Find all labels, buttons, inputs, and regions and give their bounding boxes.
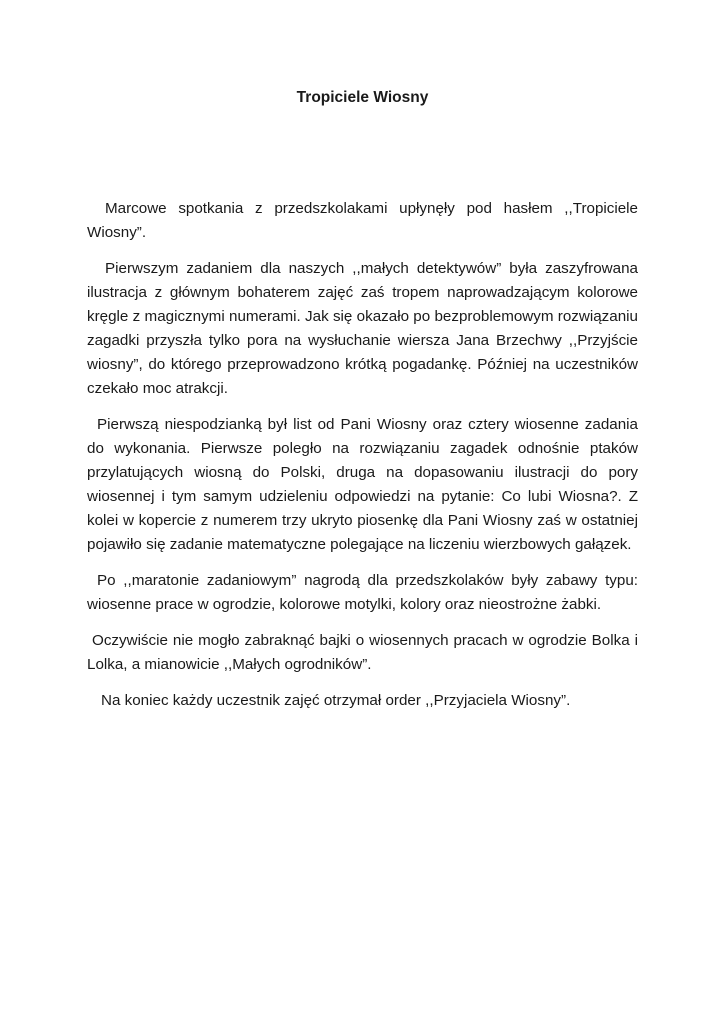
document-title: Tropiciele Wiosny xyxy=(296,89,429,106)
paragraph-intro: Marcowe spotkania z przedszkolakami upłynęły pod hasłem ,,Tropiciele Wiosny”. xyxy=(87,200,638,241)
paragraph-games: Po ,,maratonie zadaniowym” nagrodą dla przedszkolaków były zabawy typu: wiosenne prace w ogrodzie, kolorowe motylki, kolory oraz nieostrożne żabki. xyxy=(87,572,638,613)
paragraph-order: Na koniec każdy uczestnik zajęć otrzymał order ,,Przyjaciela Wiosny”. xyxy=(101,692,571,709)
document-body xyxy=(87,197,638,725)
paragraph-cartoon: Oczywiście nie mogło zabraknąć bajki o wiosennych pracach w ogrodzie Bolka i Lolka, a mianowicie ,,Małych ogrodników”. xyxy=(87,632,638,673)
paragraph-first-task: Pierwszym zadaniem dla naszych ,,małych detektywów” była zaszyfrowana ilustracja z głównym bohaterem zajęć zaś tropem naprowadzającym kolorowe kręgle z magicznymi numerami. Jak się okazało po bezproblemowym rozwiązaniu zagadki przyszła tylko pora na wysłuchanie wiersza Jana Brzechwy ,,Przyjście wiosny”, do którego przeprowadzono krótką pogadankę. Później na uczestników czekało moc atrakcji. xyxy=(87,260,638,397)
paragraph-surprise-letter: Pierwszą niespodzianką był list od Pani Wiosny oraz cztery wiosenne zadania do wykonania. Pierwsze poległo na rozwiązaniu zagadek odnośnie ptaków przylatujących wiosną do Polski, druga na dopasowaniu ilustracji do pory wiosennej i tym samym udzieleniu odpowiedzi na pytanie: Co lubi Wiosna?. Z kolei w kopercie z numerem trzy ukryto piosenkę dla Pani Wiosny zaś w ostatniej pojawiło się zadanie matematyczne polegające na liczeniu wierzbowych gałązek. xyxy=(87,416,638,553)
